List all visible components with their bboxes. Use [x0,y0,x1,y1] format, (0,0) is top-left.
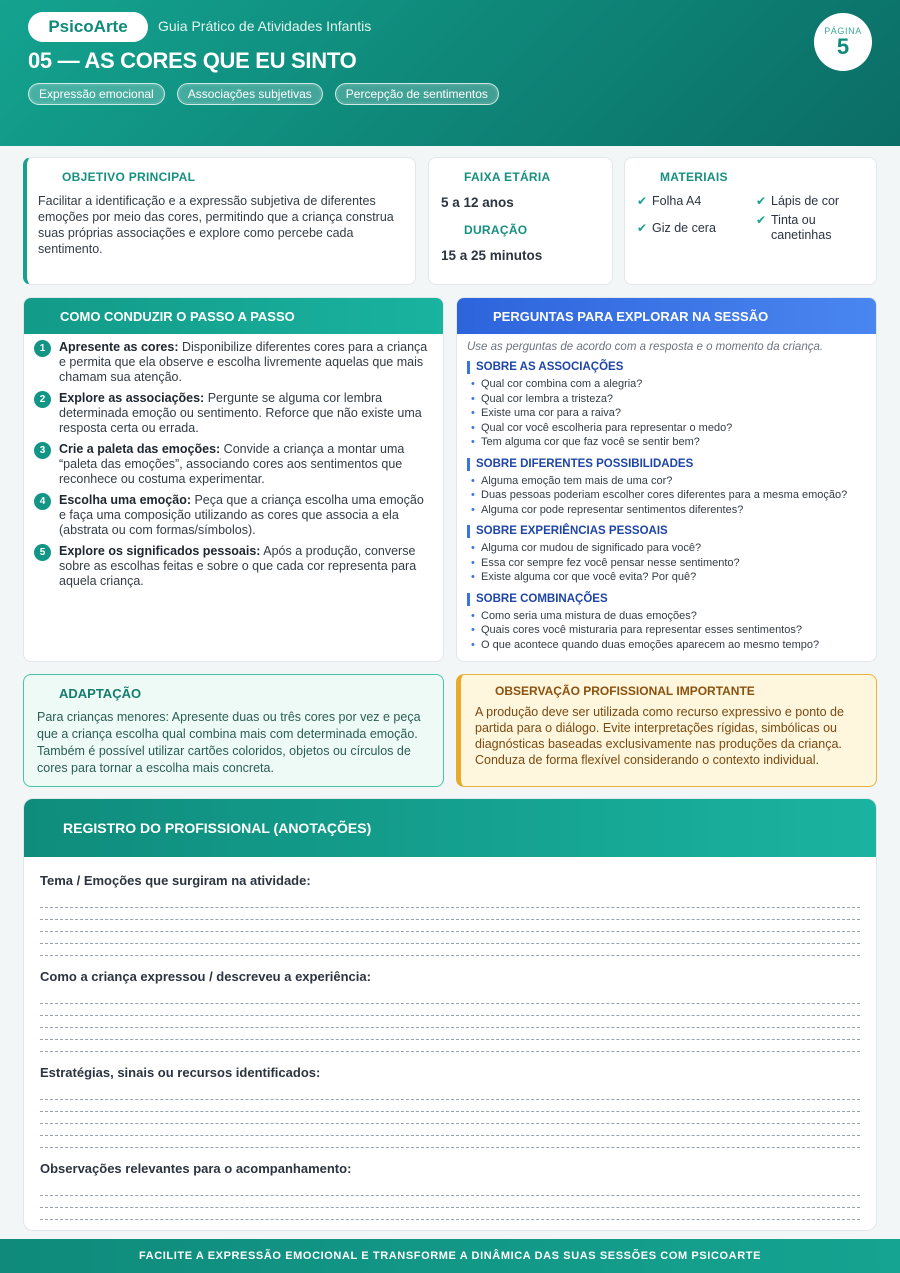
brand-logo: PsicoArte [28,12,148,42]
objective-card [23,157,416,285]
tag: Percepção de sentimentos [335,83,499,105]
step-item [34,340,431,385]
question-group-title: SOBRE DIFERENTES POSSIBILIDADES [467,458,866,471]
step-number: 1 [34,340,51,357]
page-label: PÁGINA [824,26,862,36]
question-item: • Qual cor lembra a tristeza? [469,392,866,407]
step-text: Pergunte se alguma cor lembra determinada emoção ou sentimento. Reforce que não existe uma resposta certa ou errada. [59,391,422,435]
register-field-label: Observações relevantes para o acompanhamento: [40,1161,352,1176]
step-number: 3 [34,442,51,459]
register-field-lines[interactable] [40,1184,860,1231]
steps-title: COMO CONDUZIR O PASSO A PASSO [24,298,443,334]
age-value: 5 a 12 anos [441,195,514,210]
material-item [637,194,702,209]
register-field-label: Como a criança expressou / descreveu a experiência: [40,969,371,984]
register-field-lines[interactable] [40,1088,860,1148]
material-label: Tinta ou canetinhas [771,213,832,242]
adaptation-title: ADAPTAÇÃO [59,686,142,701]
step-item [34,544,431,589]
material-item [756,213,861,243]
adaptation-text: Para crianças menores: Apresente duas ou três cores por vez e peça que a criança escolha qual combina mais com determinada emoção. Também é possível utilizar cartões coloridos, objetos ou círculos de cores para tornar a escolha mais concreta. [37,710,421,775]
objective-text: Facilitar a identificação e a expressão subjetiva de diferentes emoções por meio das cores, permitindo que a criança construa suas próprias associações e explore como percebe cada sentimento. [38,194,394,256]
register-card [23,798,877,1231]
question-item: • Duas pessoas poderiam escolher cores diferentes para a mesma emoção? [469,488,866,503]
check-icon: ✔ [637,194,648,208]
step-item [34,442,431,487]
materials-card [624,157,877,285]
steps-card [23,297,444,662]
step-item [34,493,431,538]
material-label: Lápis de cor [771,194,840,208]
register-title: REGISTRO DO PROFISSIONAL (ANOTAÇÕES) [24,799,876,857]
observation-text: A produção deve ser utilizada como recurso expressivo e ponto de partida para o diálogo. Evite interpretações rígidas, simbólicas ou diagnósticas baseadas exclusivamente nas produções da criança. Conduza de forma flexível considerando o contexto individual. [475,705,844,767]
steps-list [24,334,443,589]
question-item: • Essa cor sempre fez você pensar nesse sentimento? [469,556,866,571]
step-number: 4 [34,493,51,510]
material-label: Giz de cera [652,221,716,235]
step-item [34,391,431,436]
objective-label: OBJETIVO PRINCIPAL [62,170,196,184]
question-group-title: SOBRE COMBINAÇÕES [467,593,866,606]
adaptation-card [23,674,444,787]
step-text: Peça que a criança escolha uma emoção e faça uma composição utilizando as cores que associa a ela (abstrata ou com formas/símbolos). [59,493,424,537]
question-item: • Existe alguma cor que você evita? Por quê? [469,570,866,585]
register-field-label: Tema / Emoções que surgiram na atividade: [40,873,311,888]
step-text: Convide a criança a montar uma “paleta das emoções”, associando cores aos sentimentos que reconhece ou costuma experimentar. [59,442,405,486]
question-item: • Qual cor você escolheria para representar o medo? [469,421,866,436]
question-item: • Tem alguma cor que faz você se sentir bem? [469,435,866,450]
question-item: • O que acontece quando duas emoções aparecem ao mesmo tempo? [469,638,866,653]
step-title: Apresente as cores: [59,340,179,354]
page-title: 05 — AS CORES QUE EU SINTO [28,48,357,73]
question-item: • Como seria uma mistura de duas emoções? [469,609,866,624]
step-title: Explore os significados pessoais: [59,544,261,558]
step-text: Disponibilize diferentes cores para a criança e permita que ela observe e escolha livremente aquelas que mais chamam sua atenção. [59,340,428,384]
material-label: Folha A4 [652,194,702,208]
tag: Expressão emocional [28,83,165,105]
page-footer: FACILITE A EXPRESSÃO EMOCIONAL E TRANSFORME A DINÂMICA DAS SUAS SESSÕES COM PSICOARTE [0,1239,900,1273]
page-number: 5 [836,34,850,59]
step-text: Após a produção, converse sobre as escolhas feitas e sobre o que cada cor representa para aquela criança. [59,544,417,588]
step-title: Crie a paleta das emoções: [59,442,221,456]
observation-card [456,674,877,787]
question-group [457,458,876,518]
material-item [637,221,716,236]
questions-title: PERGUNTAS PARA EXPLORAR NA SESSÃO [457,298,876,334]
check-icon: ✔ [756,194,767,208]
header-subtitle: Guia Prático de Atividades Infantis [158,18,372,34]
duration-value: 15 a 25 minutos [441,248,543,263]
questions-card [456,297,877,662]
question-item: • Qual cor combina com a alegria? [469,377,866,392]
duration-label: DURAÇÃO [464,223,528,237]
question-item: • Alguma cor pode representar sentimentos diferentes? [469,503,866,518]
question-group-title: SOBRE EXPERIÊNCIAS PESSOAIS [467,525,866,538]
question-item: • Existe uma cor para a raiva? [469,406,866,421]
question-group-title: SOBRE AS ASSOCIAÇÕES [467,361,866,374]
material-item [756,194,840,209]
page-badge [814,13,872,71]
question-group [457,361,876,450]
age-label: FAIXA ETÁRIA [464,170,551,184]
question-item: • Alguma emoção tem mais de uma cor? [469,474,866,489]
age-duration-card [428,157,613,285]
observation-title: OBSERVAÇÃO PROFISSIONAL IMPORTANTE [495,684,755,698]
question-group [457,525,876,585]
step-number: 5 [34,544,51,561]
register-field-lines[interactable] [40,992,860,1052]
materials-label: MATERIAIS [660,170,728,184]
question-item: • Quais cores você misturaria para representar esses sentimentos? [469,623,866,638]
register-field-lines[interactable] [40,896,860,956]
question-group [457,593,876,653]
tag: Associações subjetivas [177,83,323,105]
register-field-label: Estratégias, sinais ou recursos identificados: [40,1065,321,1080]
questions-hint: Use as perguntas de acordo com a resposta e o momento da criança. [467,341,824,353]
question-item: • Alguma cor mudou de significado para você? [469,541,866,556]
check-icon: ✔ [637,221,648,235]
step-title: Explore as associações: [59,391,205,405]
step-number: 2 [34,391,51,408]
check-icon: ✔ [756,213,767,227]
page-header [0,0,900,146]
step-title: Escolha uma emoção: [59,493,191,507]
tag-list [28,83,499,105]
